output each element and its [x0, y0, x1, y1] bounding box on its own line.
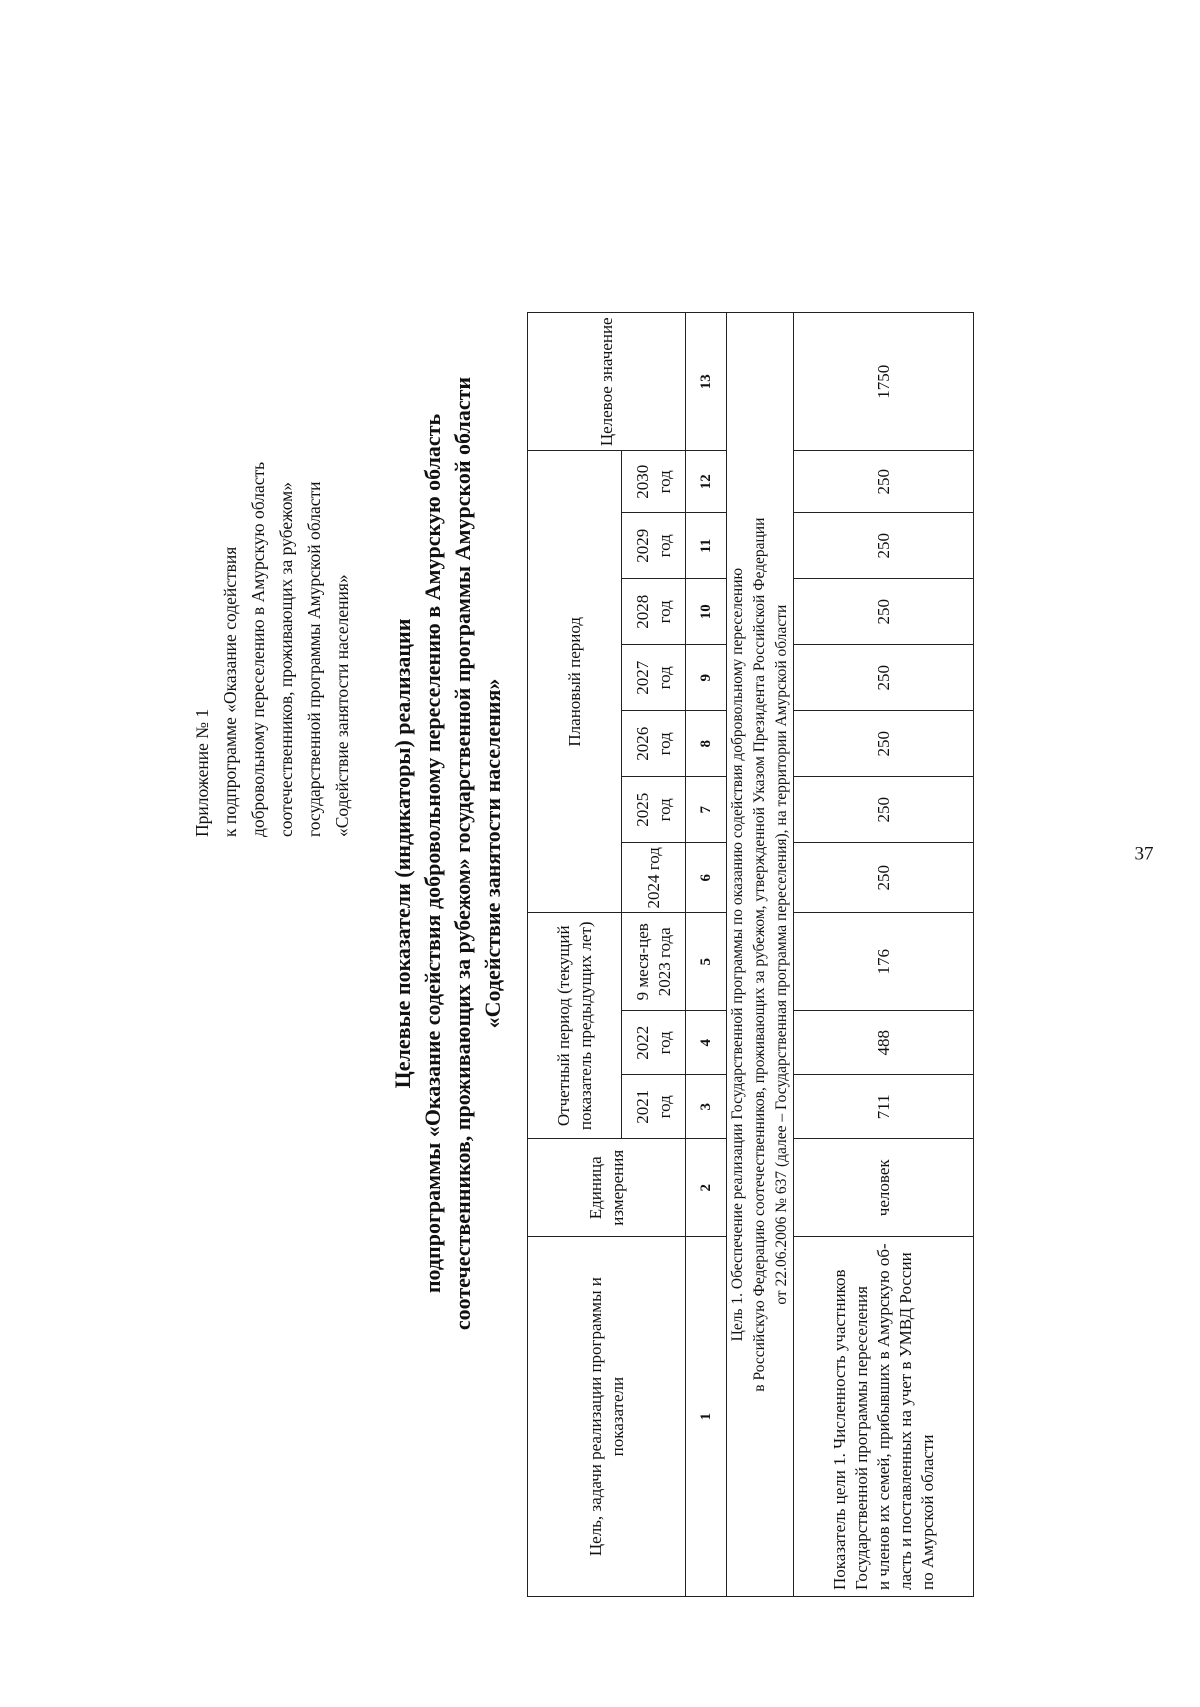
- appendix-line: соотечественников, проживающих за рубежом»: [276, 482, 296, 837]
- col-number: 2: [686, 1139, 727, 1237]
- col-number: 9: [686, 645, 727, 711]
- header-goal: Цель, задачи реализации программы и показатели: [528, 1237, 686, 1597]
- title-line: соотечественников, проживающих за рубежом» государственной программы Амурской области: [450, 376, 475, 1331]
- title-line: «Содействие занятости населения»: [480, 678, 505, 1029]
- value-cell: 711: [794, 1075, 974, 1139]
- year-cell: 2021 год: [622, 1075, 686, 1139]
- year-cell: 2022 год: [622, 1011, 686, 1075]
- header-plan-period: Плановый период: [528, 451, 622, 913]
- year-cell: 2025 год: [622, 777, 686, 843]
- value-cell: 176: [794, 913, 974, 1011]
- column-numbers-row: [686, 313, 727, 1597]
- header-target: Целевое значение: [528, 313, 686, 451]
- indicator-name-line: и членов их семей, прибывших в Амурскую об-: [873, 1243, 893, 1590]
- col-number: 7: [686, 777, 727, 843]
- col-number: 10: [686, 579, 727, 645]
- value-cell: 250: [794, 645, 974, 711]
- goal-row: [727, 313, 794, 1597]
- header-unit: Единица измерения: [528, 1139, 686, 1237]
- value-cell: 488: [794, 1011, 974, 1075]
- title-line: Целевые показатели (индикаторы) реализации: [390, 618, 415, 1089]
- document-title: [388, 0, 508, 1707]
- indicator-name-line: Государственной программы переселения: [851, 1286, 871, 1590]
- indicator-name-line: ласть и поставленных на учет в УМВД России: [895, 1252, 915, 1590]
- year-cell: 2030 год: [622, 451, 686, 513]
- title-line: подпрограммы «Оказание содействия добровольному переселению в Амурскую область: [420, 413, 445, 1294]
- value-cell: 250: [794, 777, 974, 843]
- year-cell: 2026 год: [622, 711, 686, 777]
- goal-line: от 22.06.2006 № 637 (далее – Государственная программа переселения), на территории Амурской области: [773, 604, 790, 1305]
- indicators-table: [527, 312, 974, 1597]
- value-cell: 250: [794, 843, 974, 913]
- col-number: 11: [686, 513, 727, 579]
- goal-text: [727, 313, 794, 1597]
- value-cell: 250: [794, 513, 974, 579]
- indicator-unit: человек: [794, 1139, 974, 1237]
- year-cell: 2028 год: [622, 579, 686, 645]
- header-row: [528, 313, 622, 1597]
- indicator-name-line: по Амурской области: [917, 1434, 937, 1590]
- indicator-name: [794, 1237, 974, 1597]
- year-cell: 9 меся-цев 2023 года: [622, 913, 686, 1011]
- col-number: 8: [686, 711, 727, 777]
- appendix-line: «Содействие занятости населения»: [332, 574, 352, 837]
- col-number: 3: [686, 1075, 727, 1139]
- indicator-name-line: Показатель цели 1. Численность участников: [829, 1269, 849, 1590]
- appendix-line: добровольному переселению в Амурскую область: [248, 461, 268, 837]
- col-number: 6: [686, 843, 727, 913]
- goal-line: Цель 1. Обеспечение реализации Государственной программы по оказанию содействия добровольному переселению: [729, 567, 746, 1342]
- indicator-row: [794, 313, 974, 1597]
- col-number: 4: [686, 1011, 727, 1075]
- header-report-period: Отчетный период (текущий показатель предыдущих лет): [528, 913, 622, 1139]
- col-number: 1: [686, 1237, 727, 1597]
- target-value-cell: 1750: [794, 313, 974, 451]
- value-cell: 250: [794, 579, 974, 645]
- appendix-note: [188, 277, 356, 837]
- col-number: 13: [686, 313, 727, 451]
- appendix-line: Приложение № 1: [192, 708, 212, 837]
- value-cell: 250: [794, 711, 974, 777]
- year-cell: 2024 год: [622, 843, 686, 913]
- year-cell: 2027 год: [622, 645, 686, 711]
- page-number: 37: [1134, 843, 1154, 865]
- year-cell: 2029 год: [622, 513, 686, 579]
- col-number: 5: [686, 913, 727, 1011]
- goal-line: в Российскую Федерацию соотечественников, проживающих за рубежом, утвержденной Указом Президента Российской Федерации: [751, 517, 768, 1392]
- col-number: 12: [686, 451, 727, 513]
- value-cell: 250: [794, 451, 974, 513]
- appendix-line: к подпрограмме «Оказание содействия: [220, 546, 240, 837]
- appendix-line: государственной программы Амурской области: [304, 481, 324, 837]
